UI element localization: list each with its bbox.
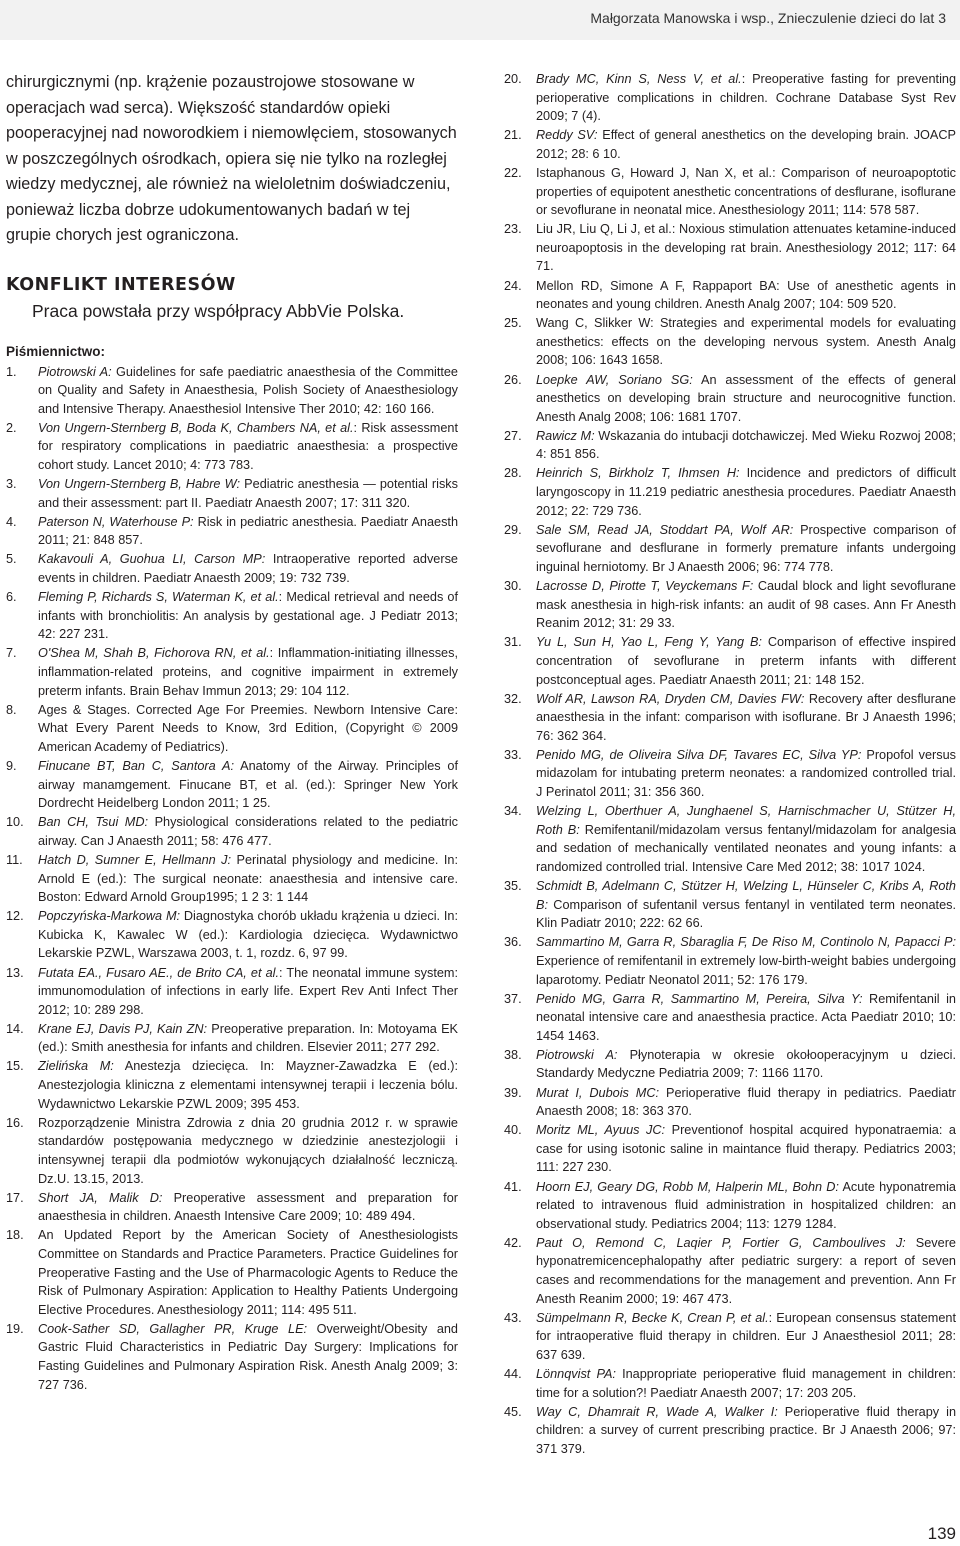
reference-authors: Brady MC, Kinn S, Ness V, et al. bbox=[536, 72, 742, 86]
reference-text bbox=[38, 550, 458, 587]
reference-text bbox=[536, 633, 956, 689]
reference-item bbox=[504, 577, 956, 633]
left-column bbox=[6, 70, 458, 1395]
reference-number: 15. bbox=[6, 1059, 24, 1074]
reference-authors: Kakavouli A, Guohua LI, Carson MP: bbox=[38, 552, 266, 567]
reference-number: 22. bbox=[504, 165, 522, 180]
reference-authors: Popczyńska-Markowa M: bbox=[38, 909, 181, 924]
reference-text bbox=[536, 164, 956, 220]
running-title: Małgorzata Manowska i wsp., Znieczulenie dzieci do lat 3 bbox=[590, 10, 946, 26]
reference-citation: Prospective comparison of sevoflurane and desflurane in formerly premature infants undergoing inguinal herniotomy. Br J Anaesth 2006; 96: 774 778. bbox=[536, 522, 956, 574]
reference-text bbox=[536, 220, 956, 276]
reference-citation: Preoperative assessment and preparation for anaesthesia in children. Anaesth Intensive Care 2009; 10: 489 494. bbox=[38, 1190, 458, 1224]
reference-authors: Sammartino M, Garra R, Sbaraglia F, De Riso M, Continolo N, Papacci P: bbox=[536, 935, 956, 950]
reference-item bbox=[504, 126, 956, 163]
reference-authors: Way C, Dhamrait R, Wade A, Walker I: bbox=[536, 1404, 778, 1419]
reference-text bbox=[536, 1365, 956, 1402]
reference-text bbox=[38, 513, 458, 550]
reference-citation: Overweight/Obesity and Gastric Fluid Characteristics in Pediatric Day Surgery: Implications for Fasting Guidelines and Pulmonary Aspiration Risk. Anesth Analg 2009; 3: 727 736. bbox=[38, 1321, 458, 1392]
reference-authors: Moritz ML, Ayuus JC: bbox=[536, 1123, 666, 1138]
reference-item bbox=[6, 475, 458, 512]
reference-text bbox=[38, 1320, 458, 1394]
reference-number: 10. bbox=[6, 815, 24, 830]
reference-citation: : Risk assessment for respiratory complications in paediatric anaesthesia: a prospective cohort study. Lancet 2010; 4: 773 783. bbox=[38, 420, 459, 472]
reference-item bbox=[504, 802, 956, 876]
reference-item bbox=[504, 1121, 956, 1177]
reference-number: 18. bbox=[6, 1228, 24, 1243]
reference-citation: Preoperative preparation. In: Motoyama EK (ed.): Smith anesthesia for infants and children. Elsevier 2011; 277 292. bbox=[38, 1021, 458, 1055]
reference-number: 8. bbox=[6, 702, 17, 717]
reference-item bbox=[504, 933, 956, 989]
reference-number: 33. bbox=[504, 747, 522, 762]
reference-authors: Ban CH, Tsui MD: bbox=[38, 815, 149, 830]
reference-text bbox=[536, 371, 956, 427]
reference-number: 11. bbox=[6, 852, 23, 867]
reference-text bbox=[38, 419, 458, 475]
reference-text bbox=[38, 1020, 458, 1057]
reference-item bbox=[6, 1020, 458, 1057]
reference-text bbox=[38, 1057, 458, 1113]
reference-item bbox=[6, 550, 458, 587]
reference-text bbox=[536, 1234, 956, 1308]
reference-number: 24. bbox=[504, 278, 522, 293]
reference-number: 7. bbox=[6, 646, 17, 661]
reference-item bbox=[6, 1114, 458, 1188]
reference-text bbox=[38, 1226, 458, 1319]
reference-citation: Anatomy of the Airway. Principles of airway manamgement. Finucane BT, et al. (ed.): Springer New York Dordrecht Heidelberg London 2011; 1 25. bbox=[38, 758, 458, 811]
reference-authors: Von Ungern-Sternberg B, Habre W: bbox=[38, 477, 241, 492]
reference-item bbox=[6, 419, 458, 475]
reference-authors: Loepke AW, Soriano SG: bbox=[536, 372, 693, 387]
reference-citation: Diagnostyka chorób układu krążenia u dzieci. In: Kubicka K, Kawalec W (ed.): Kardiologia dziecięca. Wydawnictwo Lekarskie PZWL, Warszawa 2003, t. 1, rozdz. 6, 97 99. bbox=[38, 909, 459, 961]
reference-number: 19. bbox=[6, 1321, 24, 1336]
reference-citation: Perioperative fluid therapy in children: a survey of current prescribing practice. Br J Anaesth 2006; 97: 371 379. bbox=[536, 1404, 957, 1456]
reference-number: 23. bbox=[504, 222, 522, 237]
reference-citation: Istaphanous G, Howard J, Nan X, et al.: Comparison of neuroapoptotic properties of equipotent anesthetic concentrations of desflurane, isoflurane or sevoflurane in neonatal mice. Anesthesiology 2011; 114: 578 587. bbox=[536, 165, 956, 218]
reference-list-left bbox=[6, 363, 458, 1395]
reference-number: 42. bbox=[504, 1235, 522, 1250]
reference-item bbox=[504, 1084, 956, 1121]
reference-item bbox=[504, 1234, 956, 1308]
reference-number: 21. bbox=[504, 128, 522, 143]
reference-number: 35. bbox=[504, 879, 522, 894]
reference-text bbox=[38, 363, 458, 419]
reference-number: 13. bbox=[6, 965, 24, 980]
reference-citation: Risk in pediatric anesthesia. Paediatr Anaesth 2011; 21: 848 857. bbox=[38, 514, 458, 548]
reference-text bbox=[536, 1046, 956, 1083]
reference-authors: Penido MG, Garra R, Sammartino M, Pereira, Silva Y: bbox=[536, 991, 863, 1006]
reference-number: 9. bbox=[6, 758, 17, 773]
reference-text bbox=[38, 1114, 458, 1188]
reference-citation: : European consensus statement for intraoperative fluid therapy in children. Eur J Anaesthesiol 2011; 28: 637 639. bbox=[536, 1310, 956, 1362]
reference-text bbox=[536, 690, 956, 746]
reference-citation: Liu JR, Liu Q, Li J, et al.: Noxious stimulation attenuates ketamine-induced neuroapoptosis in the developing rat brain. Anesthesiology 2012; 117: 64 71. bbox=[536, 222, 956, 274]
reference-authors: Fleming P, Richards S, Waterman K, et al. bbox=[38, 590, 279, 605]
reference-text bbox=[536, 1084, 956, 1121]
reference-citation: Mellon RD, Simone A F, Rappaport BA: Use of anesthetic agents in neonates and young children. Anesth Analg 2007; 104: 509 520. bbox=[536, 278, 956, 312]
reference-number: 39. bbox=[504, 1085, 522, 1100]
reference-authors: Short JA, Malik D: bbox=[38, 1190, 163, 1205]
reference-item bbox=[6, 644, 458, 700]
reference-text bbox=[536, 1309, 956, 1365]
reference-item bbox=[6, 1320, 458, 1394]
reference-citation: Experience of remifentanil in extremely low-birth-weight babies undergoing laparotomy. Pediatr Neonatol 2011; 52: 176 179. bbox=[536, 953, 956, 987]
reference-number: 1. bbox=[6, 364, 17, 379]
reference-citation: Remifentanil/midazolam versus fentanyl/midazolam for analgesia and sedation of mechanically ventilated neonates and young infants: a randomized controlled trial. Intensive Care Med 2012; 38: 1017 1024. bbox=[536, 822, 957, 874]
reference-authors: Finucane BT, Ban C, Santora A: bbox=[38, 758, 235, 773]
reference-number: 20. bbox=[504, 72, 522, 86]
reference-authors: Lacrosse D, Pirotte T, Veyckemans F: bbox=[536, 579, 754, 594]
reference-item bbox=[504, 220, 956, 276]
reference-item bbox=[504, 1403, 956, 1459]
reference-item bbox=[6, 1189, 458, 1226]
reference-text bbox=[536, 464, 956, 520]
reference-number: 2. bbox=[6, 420, 17, 435]
reference-citation: Severe hyponatremicencephalopathy after pediatric surgery: a report of seven cases and recommendations for the management and prevention. Ann Fr Anesth Reanim 2000; 19: 467 473. bbox=[536, 1235, 956, 1306]
reference-number: 14. bbox=[6, 1021, 24, 1036]
reference-text bbox=[536, 1403, 956, 1459]
reference-item bbox=[504, 464, 956, 520]
reference-item bbox=[6, 1057, 458, 1113]
reference-authors: O'Shea M, Shah B, Fichorova RN, et al. bbox=[38, 646, 270, 661]
reference-citation: Perioperative fluid therapy in pediatrics. Paediatr Anaesth 2008; 18: 363 370. bbox=[536, 1085, 956, 1119]
reference-number: 4. bbox=[6, 514, 17, 529]
reference-item bbox=[504, 164, 956, 220]
reference-number: 45. bbox=[504, 1404, 522, 1419]
conflict-heading: KONFLIKT INTERESÓW bbox=[6, 274, 236, 295]
reference-number: 17. bbox=[6, 1190, 24, 1205]
reference-authors: Piotrowski A: bbox=[536, 1047, 618, 1062]
reference-citation: Remifentanil in neonatal intensive care and anaesthesia practice. Acta Paediatr 2010; 10: 1454 1463. bbox=[536, 991, 956, 1043]
reference-number: 3. bbox=[6, 477, 17, 492]
reference-item bbox=[6, 701, 458, 757]
reference-number: 37. bbox=[504, 991, 522, 1006]
reference-item bbox=[504, 1046, 956, 1083]
reference-citation: Rozporządzenie Ministra Zdrowia z dnia 20 grudnia 2012 r. w sprawie standardów postępowania medycznego w dziedzinie anestezjologii i intensywnej terapii dla podmiotów wykonujących działalność leczniczą. Dz.U. 13.15, 2013. bbox=[38, 1115, 458, 1186]
reference-citation: : The neonatal immune system: immunomodulation of infections in early life. Expert Rev Anti Infect Ther 2012; 10: 289 298. bbox=[38, 965, 458, 1017]
reference-text bbox=[536, 802, 956, 876]
reference-number: 16. bbox=[6, 1115, 24, 1130]
reference-authors: Zielińska M: bbox=[38, 1059, 114, 1074]
reference-number: 28. bbox=[504, 466, 522, 481]
reference-citation: An Updated Report by the American Society of Anesthesiologists Committee on Standards and Practice Parameters. Practice Guidelines for Preoperative Fasting and the Use of Pharmacologic Agents to Reduce the Risk of Pulmonary Aspiration: Application to Healthy Patients Undergoing Elective Procedures. Anesthesiology 2011; 114: 495 511. bbox=[38, 1228, 458, 1317]
reference-item bbox=[6, 588, 458, 644]
reference-text bbox=[38, 1189, 458, 1226]
reference-text bbox=[38, 907, 458, 963]
reference-citation: Wskazania do intubacji dotchawiczej. Med Wieku Rozwoj 2008; 4: 851 856. bbox=[536, 428, 956, 462]
reference-authors: Hoorn EJ, Geary DG, Robb M, Halperin ML, Bohn D: bbox=[536, 1179, 839, 1194]
reference-item bbox=[504, 877, 956, 933]
reference-number: 34. bbox=[504, 804, 522, 819]
reference-citation: Wang C, Slikker W: Strategies and experimental models for evaluating anesthetics: effects on the developing nervous system. Anesth Analg 2008; 106: 1643 1658. bbox=[536, 316, 956, 368]
reference-text bbox=[536, 746, 956, 802]
reference-text bbox=[536, 933, 956, 989]
reference-text bbox=[536, 877, 956, 933]
reference-text bbox=[536, 1121, 956, 1177]
reference-citation: : Inflammation-initiating illnesses, inflammation-related proteins, and cognitive impairment in extremely preterm infants. Brain Behav Immun 2013; 29: 104 112. bbox=[38, 646, 458, 698]
reference-number: 5. bbox=[6, 552, 17, 567]
reference-authors: Welzing L, Oberthuer A, Junghaenel S, Harnischmacher U, Stützer H, Roth B: bbox=[536, 804, 956, 837]
reference-citation: Comparison of effective inspired concentration of sevoflurane in preterm infants with different postconceptual ages. Paediatr Anaesth 2011; 21: 148 152. bbox=[536, 635, 956, 687]
reference-citation: Inappropriate perioperative fluid management in children: time for a solution?! Paediatr Anaesth 2007; 17: 203 205. bbox=[536, 1366, 956, 1400]
reference-number: 41. bbox=[504, 1179, 522, 1194]
intro-paragraph bbox=[6, 70, 458, 249]
reference-citation: Incidence and predictors of difficult laryngoscopy in 11.219 pediatric anesthesia procedures. Paediatr Anaesth 2012; 22: 729 736. bbox=[536, 466, 956, 518]
reference-item bbox=[504, 371, 956, 427]
reference-number: 31. bbox=[504, 635, 522, 650]
reference-authors: Penido MG, de Oliveira Silva DF, Tavares EC, Silva YP: bbox=[536, 747, 862, 762]
reference-item bbox=[6, 964, 458, 1020]
reference-text bbox=[536, 1178, 956, 1234]
reference-text bbox=[536, 577, 956, 633]
reference-authors: Lönnqvist PA: bbox=[536, 1366, 616, 1381]
reference-text bbox=[38, 964, 458, 1020]
reference-citation: Caudal block and light sevoflurane mask anesthesia in high-risk infants: an audit of 98 cases. Ann Fr Anesth Reanim 2012; 31: 29 33. bbox=[536, 579, 956, 631]
page-number: 139 bbox=[927, 1524, 956, 1543]
reference-text bbox=[536, 314, 956, 370]
reference-number: 6. bbox=[6, 590, 17, 605]
reference-item bbox=[6, 757, 458, 813]
reference-list-right bbox=[504, 70, 956, 1458]
reference-text bbox=[38, 475, 458, 512]
reference-authors: Cook-Sather SD, Gallagher PR, Kruge LE: bbox=[38, 1321, 308, 1336]
reference-item bbox=[6, 363, 458, 419]
reference-authors: Futata EA., Fusaro AE., de Brito CA, et al. bbox=[38, 965, 279, 980]
reference-item bbox=[504, 1365, 956, 1402]
reference-item bbox=[504, 990, 956, 1046]
reference-citation: An assessment of the effects of general anesthetics on developing brain structure and neurocognitive function. Anesth Analg 2008; 106: 1681 1707. bbox=[536, 372, 956, 424]
reference-authors: Yu L, Sun H, Yao L, Feng Y, Yang B: bbox=[536, 635, 762, 650]
reference-item bbox=[504, 70, 956, 126]
reference-citation: Perinatal physiology and medicine. In: Arnold E (ed.): The surgical neonate: anaesthesia and intensive care. Boston: Edward Arnold Group1995; 1 2 3: 1 144 bbox=[38, 852, 458, 905]
reference-number: 26. bbox=[504, 372, 522, 387]
reference-text bbox=[536, 521, 956, 577]
reference-authors: Wolf AR, Lawson RA, Dryden CM, Davies FW: bbox=[536, 691, 805, 706]
reference-item bbox=[504, 314, 956, 370]
reference-citation: Intraoperative reported adverse events in children. Paediatr Anaesth 2009; 19: 732 739. bbox=[38, 552, 458, 586]
reference-text bbox=[38, 644, 458, 700]
reference-citation: Pediatric anesthesia — potential risks and their assessment: part II. Paediatr Anaesth 2007; 17: 311 320. bbox=[38, 477, 458, 510]
reference-number: 12. bbox=[6, 909, 24, 924]
reference-citation: Ages & Stages. Corrected Age For Preemies. Newborn Intensive Care: What Every Parent Needs to Know, 3rd Edition, (Copyright © 2009 American Academy of Pediatrics). bbox=[38, 702, 458, 754]
reference-text bbox=[38, 757, 458, 813]
reference-number: 27. bbox=[504, 428, 522, 443]
reference-item bbox=[504, 690, 956, 746]
reference-item bbox=[6, 851, 458, 907]
reference-authors: Heinrich S, Birkholz T, Ihmsen H: bbox=[536, 466, 740, 481]
reference-citation: Recovery after desflurane anaesthesia in the infant: comparison with isoflurane. Br J Anaesth 1996; 76: 362 364. bbox=[536, 691, 956, 743]
reference-citation: Preventionof hospital acquired hyponatraemia: a case for using isotonic saline in maintance fluid therapy. Pediatrics 2003; 111: 227 230. bbox=[536, 1123, 956, 1175]
reference-number: 43. bbox=[504, 1310, 522, 1325]
reference-authors: Paterson N, Waterhouse P: bbox=[38, 514, 194, 529]
reference-text bbox=[536, 990, 956, 1046]
reference-text bbox=[38, 588, 458, 644]
reference-number: 38. bbox=[504, 1047, 522, 1062]
reference-authors: Von Ungern-Sternberg B, Boda K, Chambers NA, et al. bbox=[38, 420, 354, 435]
reference-text bbox=[38, 851, 458, 907]
reference-citation: Anestezja dziecięca. In: Mayzner-Zawadzka E (ed.): Anestezjologia kliniczna z elementami intensywnej terapii i leczenia bólu. Wydawnictwo Lekarskie PZWL 2009; 395 453. bbox=[38, 1059, 459, 1111]
reference-number: 25. bbox=[504, 316, 522, 331]
reference-number: 36. bbox=[504, 935, 522, 950]
intro-text: chirurgicznymi (np. krążenie pozaustrojowe stosowane w operacjach wad serca). Większość standardów opieki pooperacyjnej nad noworodkiem i niemowlęciem, stosowanych w poszczególnych ośrodkach, opiera się nie tylko na rozległej wiedzy medycznej, ale również na wieloletnim doświadczeniu, ponieważ liczba dobrze udokumentowanych badań w tej grupie chorych jest ograniczona. bbox=[6, 73, 457, 244]
reference-authors: Sümpelmann R, Becke K, Crean P, et al. bbox=[536, 1310, 769, 1325]
reference-citation: Physiological considerations related to the pediatric airway. Can J Anaesth 2011; 58: 476 477. bbox=[38, 815, 458, 848]
reference-authors: Hatch D, Sumner E, Hellmann J: bbox=[38, 852, 232, 867]
references-heading: Piśmiennictwo: bbox=[6, 343, 106, 359]
reference-item bbox=[504, 521, 956, 577]
reference-number: 32. bbox=[504, 691, 522, 706]
reference-citation: Guidelines for safe paediatric anaesthesia of the Committee on Quality and Safety in Anaesthesia, Polish Society of Anaesthesiology and Intensive Therapy. Anaesthesiol Intensive Ther 2010; 42: 160 166. bbox=[38, 364, 458, 416]
reference-citation: Propofol versus midazolam for intubating preterm neonates: a randomized controlled trial. J Perinatol 2011; 31: 356 360. bbox=[536, 747, 956, 800]
reference-text bbox=[38, 701, 458, 757]
reference-authors: Piotrowski A: bbox=[38, 364, 112, 379]
reference-number: 40. bbox=[504, 1123, 522, 1138]
conflict-statement: Praca powstała przy współpracy AbbVie Polska. bbox=[32, 300, 405, 321]
reference-citation: Acute hyponatremia related to intravenous fluid administration in hospitalized children: an observational study. Pediatrics 2004; 113: 1279 1284. bbox=[536, 1179, 956, 1231]
reference-citation: Comparison of sufentanil versus fentanyl in ventilated term neonates. Klin Padiatr 2010; 222: 62 66. bbox=[536, 897, 956, 931]
reference-authors: Schmidt B, Adelmann C, Stützer H, Welzing L, Hünseler C, Kribs A, Roth B: bbox=[536, 879, 956, 912]
reference-authors: Paut O, Remond C, Laqier P, Fortier G, Camboulives J: bbox=[536, 1235, 906, 1250]
reference-item bbox=[504, 746, 956, 802]
reference-number: 29. bbox=[504, 522, 522, 537]
right-column bbox=[504, 70, 956, 1459]
reference-authors: Krane EJ, Davis PJ, Kain ZN: bbox=[38, 1021, 208, 1036]
reference-citation: Płynoterapia w okresie okołooperacyjnym u dzieci. Standardy Medyczne Pediatria 2009; 7: 1166 1170. bbox=[536, 1047, 956, 1081]
reference-item bbox=[504, 1178, 956, 1234]
reference-text bbox=[536, 126, 956, 163]
reference-item bbox=[6, 1226, 458, 1319]
reference-text bbox=[536, 277, 956, 314]
reference-number: 30. bbox=[504, 579, 522, 594]
reference-text bbox=[536, 427, 956, 464]
reference-authors: Rawicz M: bbox=[536, 428, 595, 443]
reference-item bbox=[6, 813, 458, 850]
reference-authors: Sale SM, Read JA, Stoddart PA, Wolf AR: bbox=[536, 522, 794, 537]
reference-text bbox=[536, 70, 956, 126]
reference-item bbox=[6, 513, 458, 550]
reference-number: 44. bbox=[504, 1366, 522, 1381]
reference-item bbox=[504, 427, 956, 464]
reference-item bbox=[504, 277, 956, 314]
reference-citation: : Medical retrieval and needs of infants with bronchiolitis: An analysis by gestational age. J Pediatr 2013; 42: 227 231. bbox=[38, 590, 458, 642]
reference-authors: Murat I, Dubois MC: bbox=[536, 1085, 660, 1100]
reference-item bbox=[6, 907, 458, 963]
reference-item bbox=[504, 633, 956, 689]
reference-text bbox=[38, 813, 458, 850]
reference-authors: Reddy SV: bbox=[536, 128, 598, 143]
reference-citation: Effect of general anesthetics on the developing brain. JOACP 2012; 28: 6 10. bbox=[536, 128, 956, 161]
running-header bbox=[0, 0, 960, 40]
reference-item bbox=[504, 1309, 956, 1365]
reference-citation: : Preoperative fasting for preventing perioperative complications in children. Cochrane Database Syst Rev 2009; 7 (4). bbox=[536, 72, 956, 124]
